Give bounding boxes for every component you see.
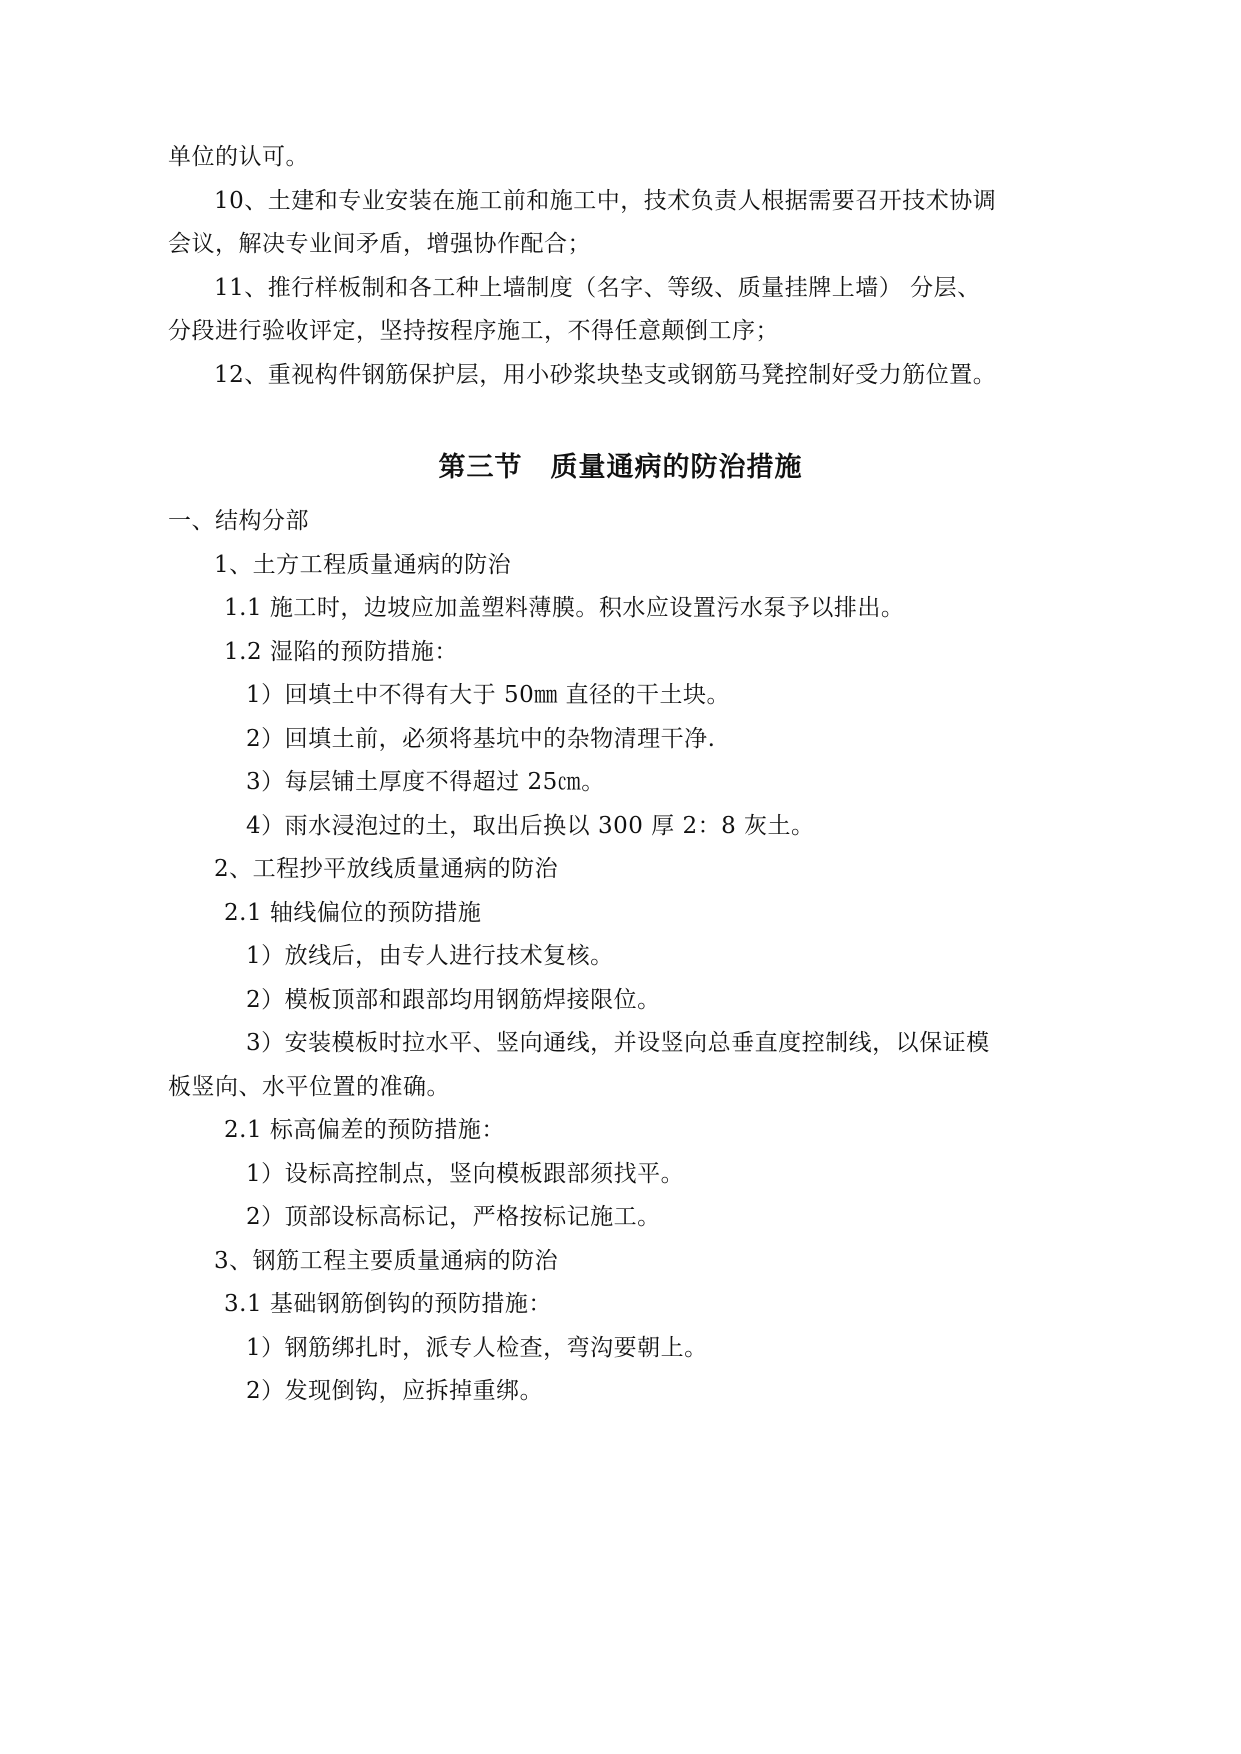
list-item: 1）设标高控制点，竖向模板跟部须找平。 (246, 1161, 685, 1187)
paragraph-line: 10、土建和专业安装在施工前和施工中，技术负责人根据需要召开技术协调 (214, 188, 997, 214)
paragraph-line: 11、推行样板制和各工种上墙制度（名字、等级、质量挂牌上墙） 分层、 (214, 275, 981, 301)
list-item: 3、钢筋工程主要质量通病的防治 (214, 1248, 559, 1274)
list-item: 3）每层铺土厚度不得超过 25㎝。 (246, 769, 605, 795)
list-item: 4）雨水浸泡过的土，取出后换以 300 厚 2：8 灰土。 (246, 813, 815, 839)
list-item: 1、土方工程质量通病的防治 (214, 552, 512, 578)
list-item: 2）发现倒钩，应拆掉重绑。 (246, 1378, 544, 1404)
list-item: 2）回填土前，必须将基坑中的杂物清理干净. (246, 726, 716, 752)
paragraph-line: 12、重视构件钢筋保护层，用小砂浆块垫支或钢筋马凳控制好受力筋位置。 (214, 362, 997, 388)
list-item: 2.1 标高偏差的预防措施： (224, 1117, 505, 1143)
list-item: 板竖向、水平位置的准确。 (168, 1074, 450, 1100)
list-item: 2）顶部设标高标记，严格按标记施工。 (246, 1204, 661, 1230)
list-item: 1）放线后，由专人进行技术复核。 (246, 943, 614, 969)
section-title: 第三节 质量通病的防治措施 (438, 452, 803, 483)
paragraph-line: 分段进行验收评定，坚持按程序施工，不得任意颠倒工序； (168, 318, 779, 344)
list-item: 1.1 施工时，边坡应加盖塑料薄膜。积水应设置污水泵予以排出。 (224, 595, 905, 621)
list-item: 2.1 轴线偏位的预防措施 (224, 900, 482, 926)
list-item: 1）回填土中不得有大于 50㎜ 直径的干土块。 (246, 682, 731, 708)
list-item: 1）钢筋绑扎时，派专人检查，弯沟要朝上。 (246, 1335, 708, 1361)
list-item: 1.2 湿陷的预防措施： (224, 639, 458, 665)
paragraph-line: 单位的认可。 (168, 144, 309, 170)
list-item: 2）模板顶部和跟部均用钢筋焊接限位。 (246, 987, 661, 1013)
list-item: 3）安装模板时拉水平、竖向通线，并设竖向总垂直度控制线，以保证模 (246, 1030, 990, 1056)
list-item: 一、结构分部 (168, 508, 309, 534)
paragraph-line: 会议，解决专业间矛盾，增强协作配合； (168, 231, 591, 257)
list-item: 3.1 基础钢筋倒钩的预防措施： (224, 1291, 552, 1317)
list-item: 2、工程抄平放线质量通病的防治 (214, 856, 559, 882)
